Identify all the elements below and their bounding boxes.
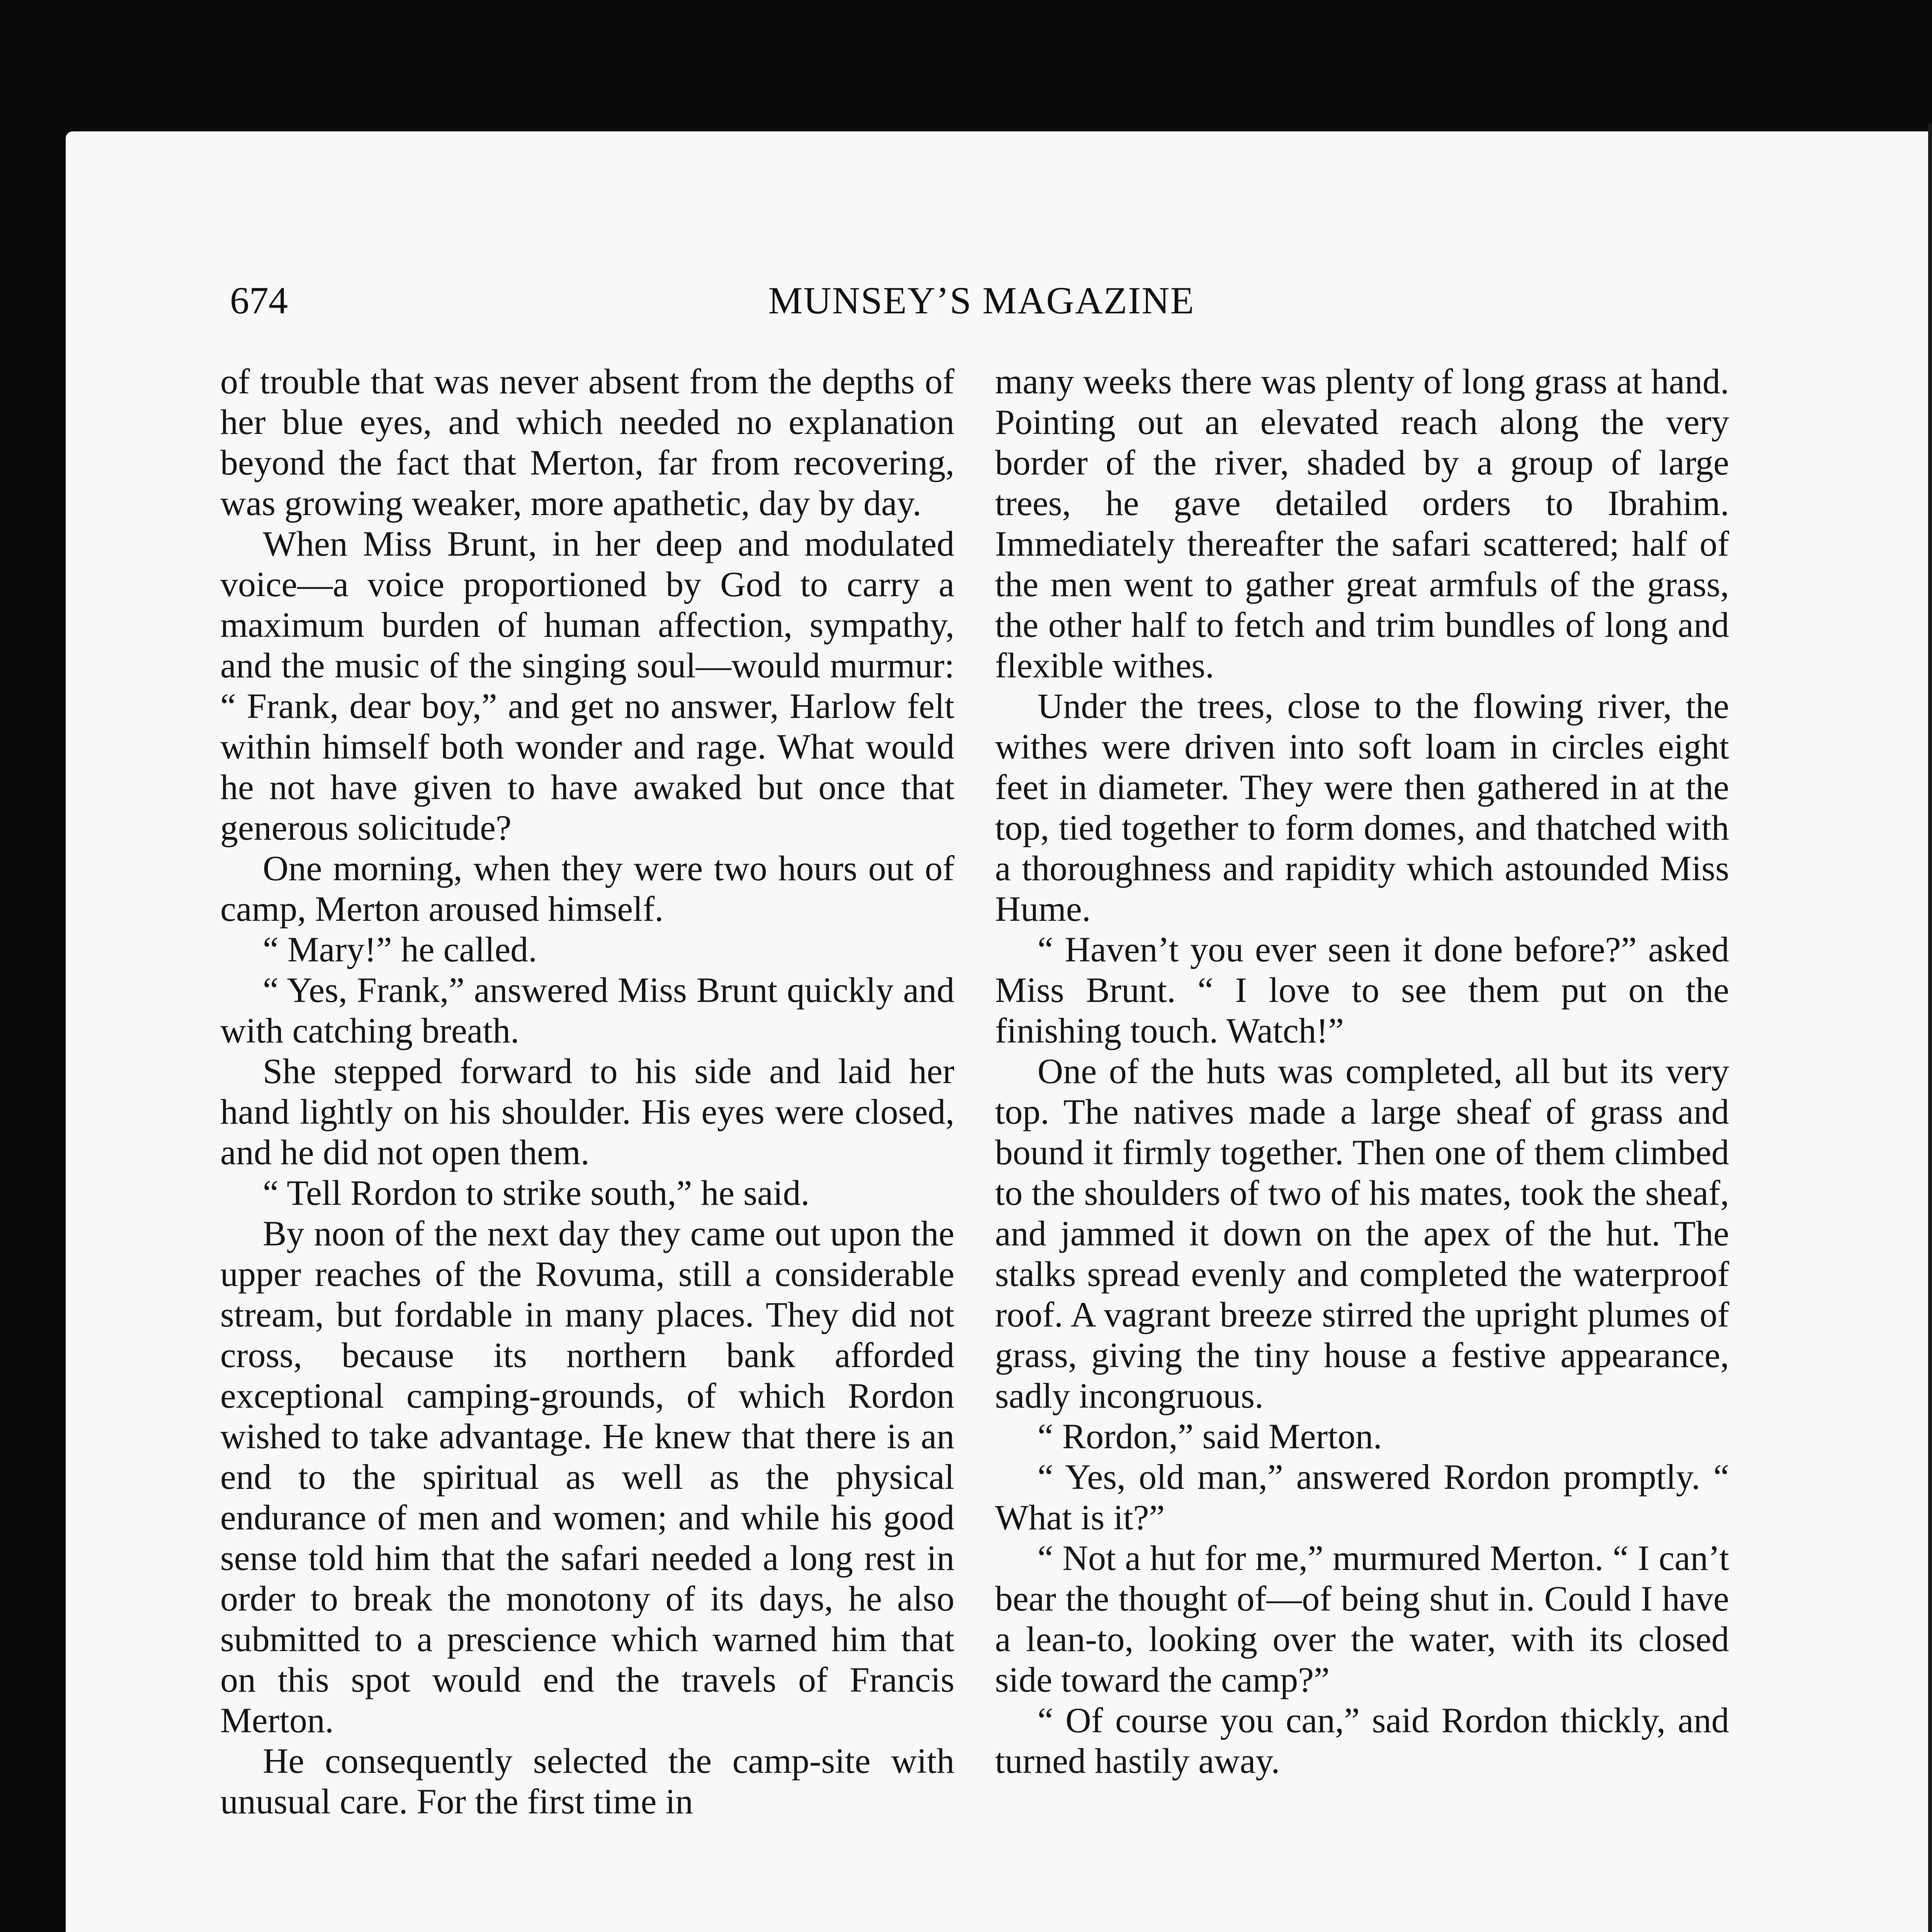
paragraph: of trouble that was never absent from the depths of her blue eyes, and which needed no explanation beyond the fact that Merton, far from recovering, was growing weaker, more apathetic, day by day. <box>220 362 954 523</box>
paragraph: She stepped forward to his side and laid her hand lightly on his shoulder. His eyes were closed, and he did not open them. <box>220 1051 954 1172</box>
right-column <box>995 361 1729 1781</box>
paragraph: One of the huts was completed, all but its very top. The natives made a large sheaf of grass and bound it firmly together. Then one of them climbed to the shoulders of two of his mates, took the sheaf, and jammed it down on the apex of the hut. The stalks spread evenly and completed the waterproof roof. A vagrant breeze stirred the upright plumes of grass, giving the tiny house a festive appearance, sadly incongruous. <box>995 1051 1729 1415</box>
paragraph: “ Tell Rordon to strike south,” he said. <box>263 1173 810 1213</box>
paragraph: “ Not a hut for me,” murmured Merton. “ I can’t bear the thought of—of being shut in. Could I have a lean-to, looking over the water, with its closed side toward the camp?” <box>995 1538 1729 1699</box>
paragraph: “ Haven’t you ever seen it done before?” asked Miss Brunt. “ I love to see them put on the finishing touch. Watch!” <box>995 930 1729 1050</box>
page-gutter-shadow <box>1928 124 1932 1932</box>
paragraph: “ Yes, Frank,” answered Miss Brunt quickly and with catching breath. <box>220 970 954 1050</box>
paragraph: many weeks there was plenty of long grass at hand. Pointing out an elevated reach along the very border of the river, shaded by a group of large trees, he gave detailed orders to Ibrahim. Immediately thereafter the safari scattered; half of the men went to gather great armfuls of the grass, the other half to fetch and trim bundles of long and flexible withes. <box>995 362 1729 685</box>
paragraph: “ Of course you can,” said Rordon thickly, and turned hastily away. <box>995 1701 1729 1781</box>
paragraph: “ Rordon,” said Merton. <box>1037 1417 1382 1456</box>
paragraph: He consequently selected the camp-site with unusual care. For the first time in <box>220 1741 954 1821</box>
paragraph: One morning, when they were two hours out of camp, Merton aroused himself. <box>220 849 954 929</box>
paragraph: By noon of the next day they came out upon the upper reaches of the Rovuma, still a considerable stream, but fordable in many places. They did not cross, because its northern bank afforded exceptional camping-grounds, of which Rordon wished to take advantage. He knew that there is an end to the spiritual as well as the physical endurance of men and women; and while his good sense told him that the safari needed a long rest in order to break the monotony of its days, he also submitted to a prescience which warned him that on this spot would end the travels of Francis Merton. <box>220 1214 954 1740</box>
running-head: MUNSEY’S MAGAZINE <box>768 279 1195 322</box>
page-number: 674 <box>230 279 288 322</box>
paragraph: “ Mary!” he called. <box>263 930 537 969</box>
paragraph: “ Yes, old man,” answered Rordon promptly. “ What is it?” <box>995 1457 1729 1537</box>
left-column <box>220 361 954 1822</box>
paragraph: Under the trees, close to the flowing river, the withes were driven into soft loam in circles eight feet in diameter. They were then gathered in at the top, tied together to form domes, and thatched with a thoroughness and rapidity which astounded Miss Hume. <box>995 686 1729 929</box>
paragraph: When Miss Brunt, in her deep and modulated voice—a voice proportioned by God to carry a maximum burden of human affection, sympathy, and the music of the singing soul—would murmur: “ Frank, dear boy,” and get no answer, Harlow felt within himself both wonder and rage. What would he not have given to have awaked but once that generous solicitude? <box>220 524 954 847</box>
